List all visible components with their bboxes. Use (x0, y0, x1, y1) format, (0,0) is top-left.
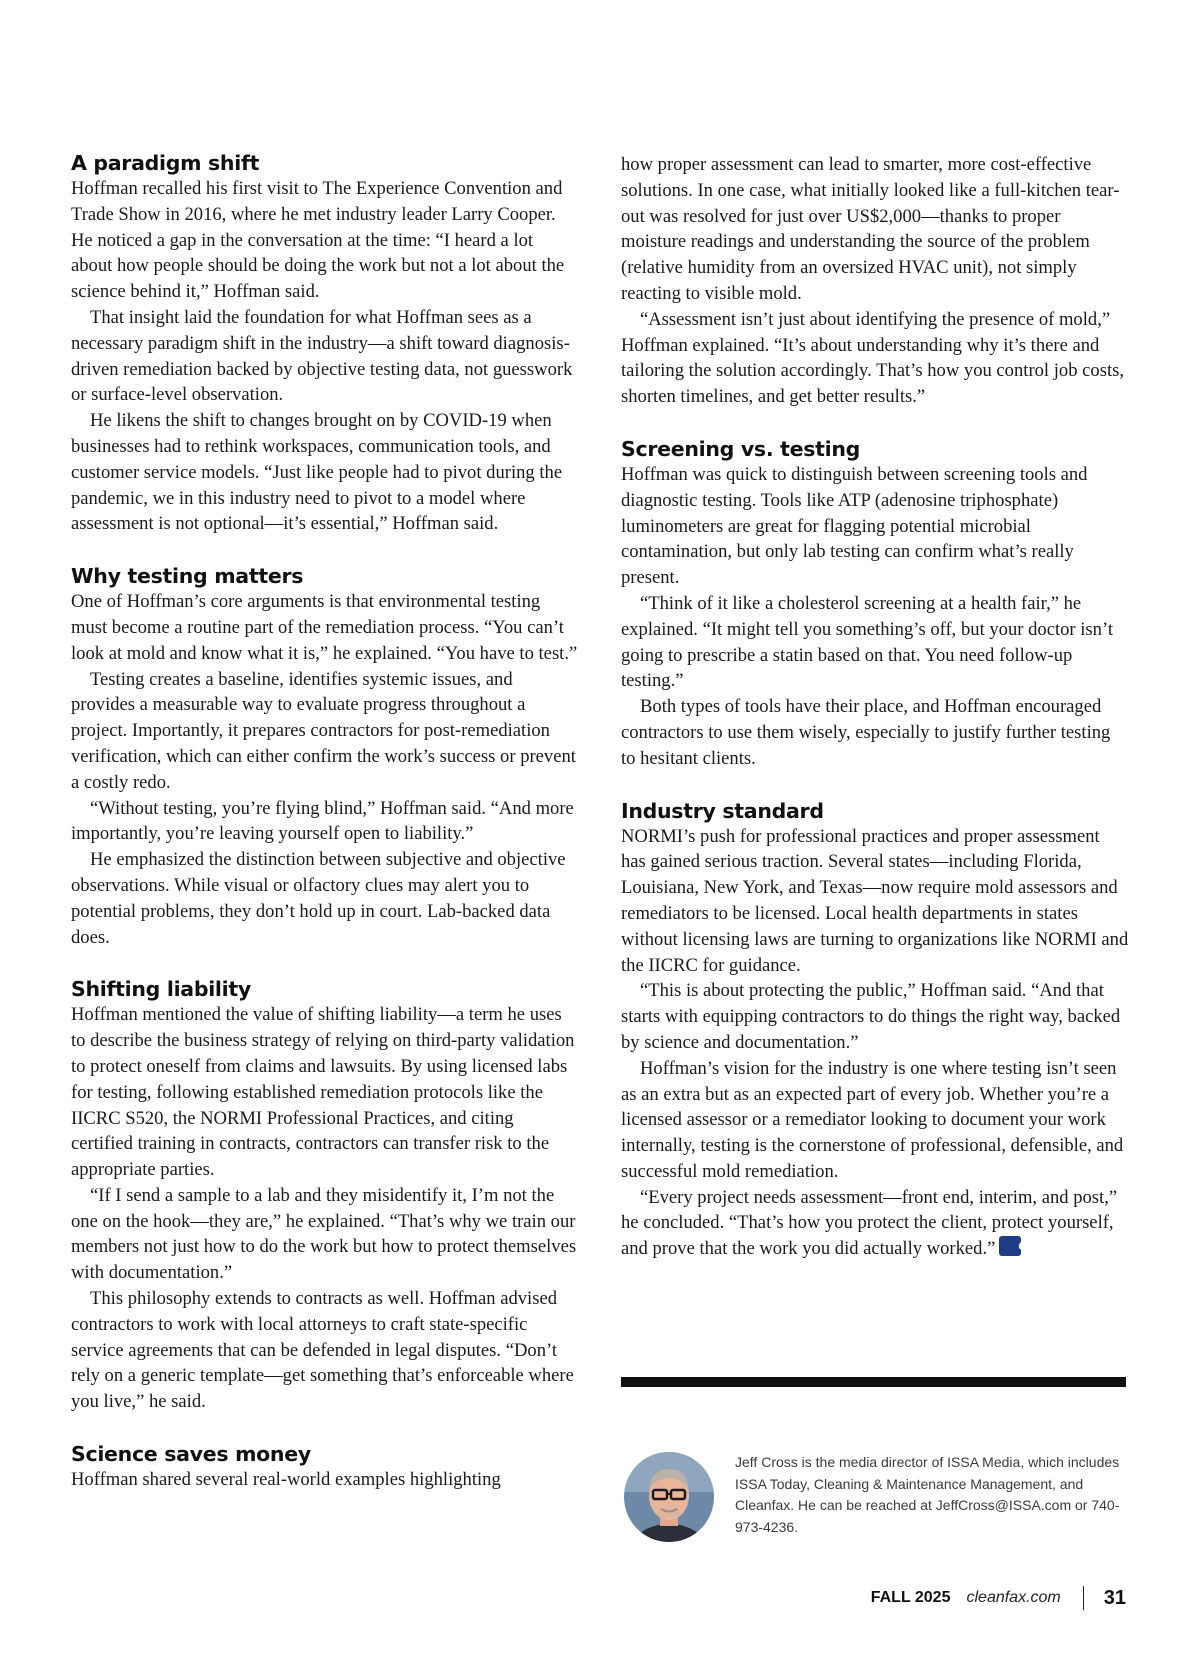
paragraph: how proper assessment can lead to smarter, more cost-effective solutions. In one case, what initially looked like a full-kitchen tear-out was resolved for just over US$2,000—thanks to proper moisture readings and understanding the source of the problem (relative humidity from an oversized HVAC unit), not simply reacting to visible mold. (621, 154, 1120, 304)
page-number: 31 (1103, 1586, 1126, 1609)
paragraph: Hoffman mentioned the value of shifting liability—a term he uses to describe the business strategy of relying on third-party validation to protect oneself from claims and lawsuits. By using licensed labs for testing, following established remediation protocols like the IICRC S520, the NORMI Professional Practices, and citing certified training in contracts, contractors can transfer risk to the appropriate parties. (71, 1004, 575, 1181)
paragraph: This philosophy extends to contracts as well. Hoffman advised contractors to work with local attorneys to craft state-specific service agreements that can be defended in legal disputes. “Don’t rely on a generic template—get something that’s enforceable where you live,” he said. (71, 1288, 574, 1413)
paragraph: “Assessment isn’t just about identifying the presence of mold,” Hoffman explained. “It’s about understanding why it’s there and tailoring the solution accordingly. That’s how you control job costs, shorten timelines, and get better results.” (621, 308, 1124, 408)
paragraph: NORMI’s push for professional practices and proper assessment has gained serious traction. Several states—including Florida, Louisiana, New York, and Texas—now require mold assessors and remediators to be licensed. Local health departments in states without licensing laws are turning to organizations like NORMI and the IICRC for guidance. (621, 825, 1129, 976)
page-footer (871, 1585, 1126, 1611)
section-divider (621, 1377, 1126, 1387)
paragraph: Hoffman’s vision for the industry is one where testing isn’t seen as an extra but as an expected part of every job. Whether you’re a licensed assessor or a remediator looking to document your work internally, testing is the cornerstone of professional, defensible, and successful mold remediation. (621, 1057, 1124, 1182)
paragraph: Both types of tools have their place, and Hoffman encouraged contractors to use them wisely, especially to justify further testing to hesitant clients. (621, 696, 1111, 769)
article-column-left (71, 150, 579, 1493)
cleanfax-logo-icon: CF (999, 1236, 1021, 1256)
paragraph: “Without testing, you’re flying blind,” Hoffman said. “And more importantly, you’re leaving yourself open to liability.” (71, 797, 574, 845)
paragraph: “Think of it like a cholesterol screening at a health fair,” he explained. “It might tell you something’s off, but your doctor isn’t going to prescribe a statin based on that. You need follow-up testing.” (621, 592, 1113, 692)
site-link[interactable]: cleanfax.com (966, 1589, 1061, 1606)
paragraph: “If I send a sample to a lab and they misidentify it, I’m not the one on the hook—they are,” he explained. “That’s why we train our members not just how to do the work but how to protect themselves with documentation.” (71, 1184, 577, 1284)
paragraph: Hoffman shared several real-world examples highlighting (71, 1469, 501, 1491)
section-heading: A paradigm shift (71, 151, 260, 175)
avatar (624, 1452, 714, 1542)
footer-divider (1083, 1586, 1084, 1610)
issue-label: FALL 2025 (870, 1589, 951, 1606)
paragraph: “This is about protecting the public,” Hoffman said. “And that starts with equipping contractors to do things the right way, backed by science and documentation.” (621, 980, 1121, 1053)
final-paragraph-text: “Every project needs assessment—front end, interim, and post,” he concluded. “That’s how you protect the client, protect yourself, and prove that the work you did actually worked.” (621, 1186, 1118, 1260)
article-column-right (621, 152, 1129, 1262)
section-heading: Why testing matters (71, 564, 304, 589)
author-bio (624, 1452, 1144, 1562)
paragraph: Testing creates a baseline, identifies systemic issues, and provides a measurable way to evaluate progress throughout a project. Importantly, it prepares contractors for post-remediation verification, which can either confirm the work’s success or prevent a costly redo. (71, 668, 576, 793)
paragraph: That insight laid the foundation for what Hoffman sees as a necessary paradigm shift in the industry—a shift toward diagnosis-driven remediation backed by objective testing data, not guesswork or surface-level observation. (71, 306, 573, 406)
paragraph-final (621, 1185, 1129, 1262)
paragraph: He likens the shift to changes brought on by COVID-19 when businesses had to rethink workspaces, communication tools, and customer service models. “Just like people had to pivot during the pandemic, we in this industry need to pivot to a model where assessment is not optional—it’s essential,” Hoffman said. (71, 410, 563, 535)
section-heading: Industry standard (621, 798, 824, 823)
author-photo (624, 1452, 714, 1542)
section-heading: Shifting liability (71, 977, 251, 1002)
paragraph: He emphasized the distinction between subjective and objective observations. While visual or olfactory clues may alert you to potential problems, they don’t hold up in court. Lab-backed data does. (71, 849, 566, 948)
paragraph: One of Hoffman’s core arguments is that environmental testing must become a routine part of the remediation process. “You can’t look at mold and know what it is,” he explained. “You have to test.” (71, 591, 578, 664)
paragraph: Hoffman was quick to distinguish between screening tools and diagnostic testing. Tools like ATP (adenosine triphosphate) luminometers are great for flagging potential microbial contamination, but only lab testing can confirm what’s really present. (621, 463, 1088, 589)
section-heading: Science saves money (71, 1442, 311, 1467)
paragraph: Hoffman recalled his first visit to The Experience Convention and Trade Show in 2016, where he met industry leader Larry Cooper. He noticed a gap in the conversation at the time: “I heard a lot about how people should be doing the work but not a lot about the science behind it,” Hoffman said. (71, 178, 565, 303)
section-heading: Screening vs. testing (621, 436, 861, 461)
bio-text: Jeff Cross is the media director of ISSA Media, which includes ISSA Today, Cleaning & Maintenance Management, and Cleanfax. He can be reached at JeffCross@ISSA.com or 740-973-4236. (735, 1454, 1120, 1535)
